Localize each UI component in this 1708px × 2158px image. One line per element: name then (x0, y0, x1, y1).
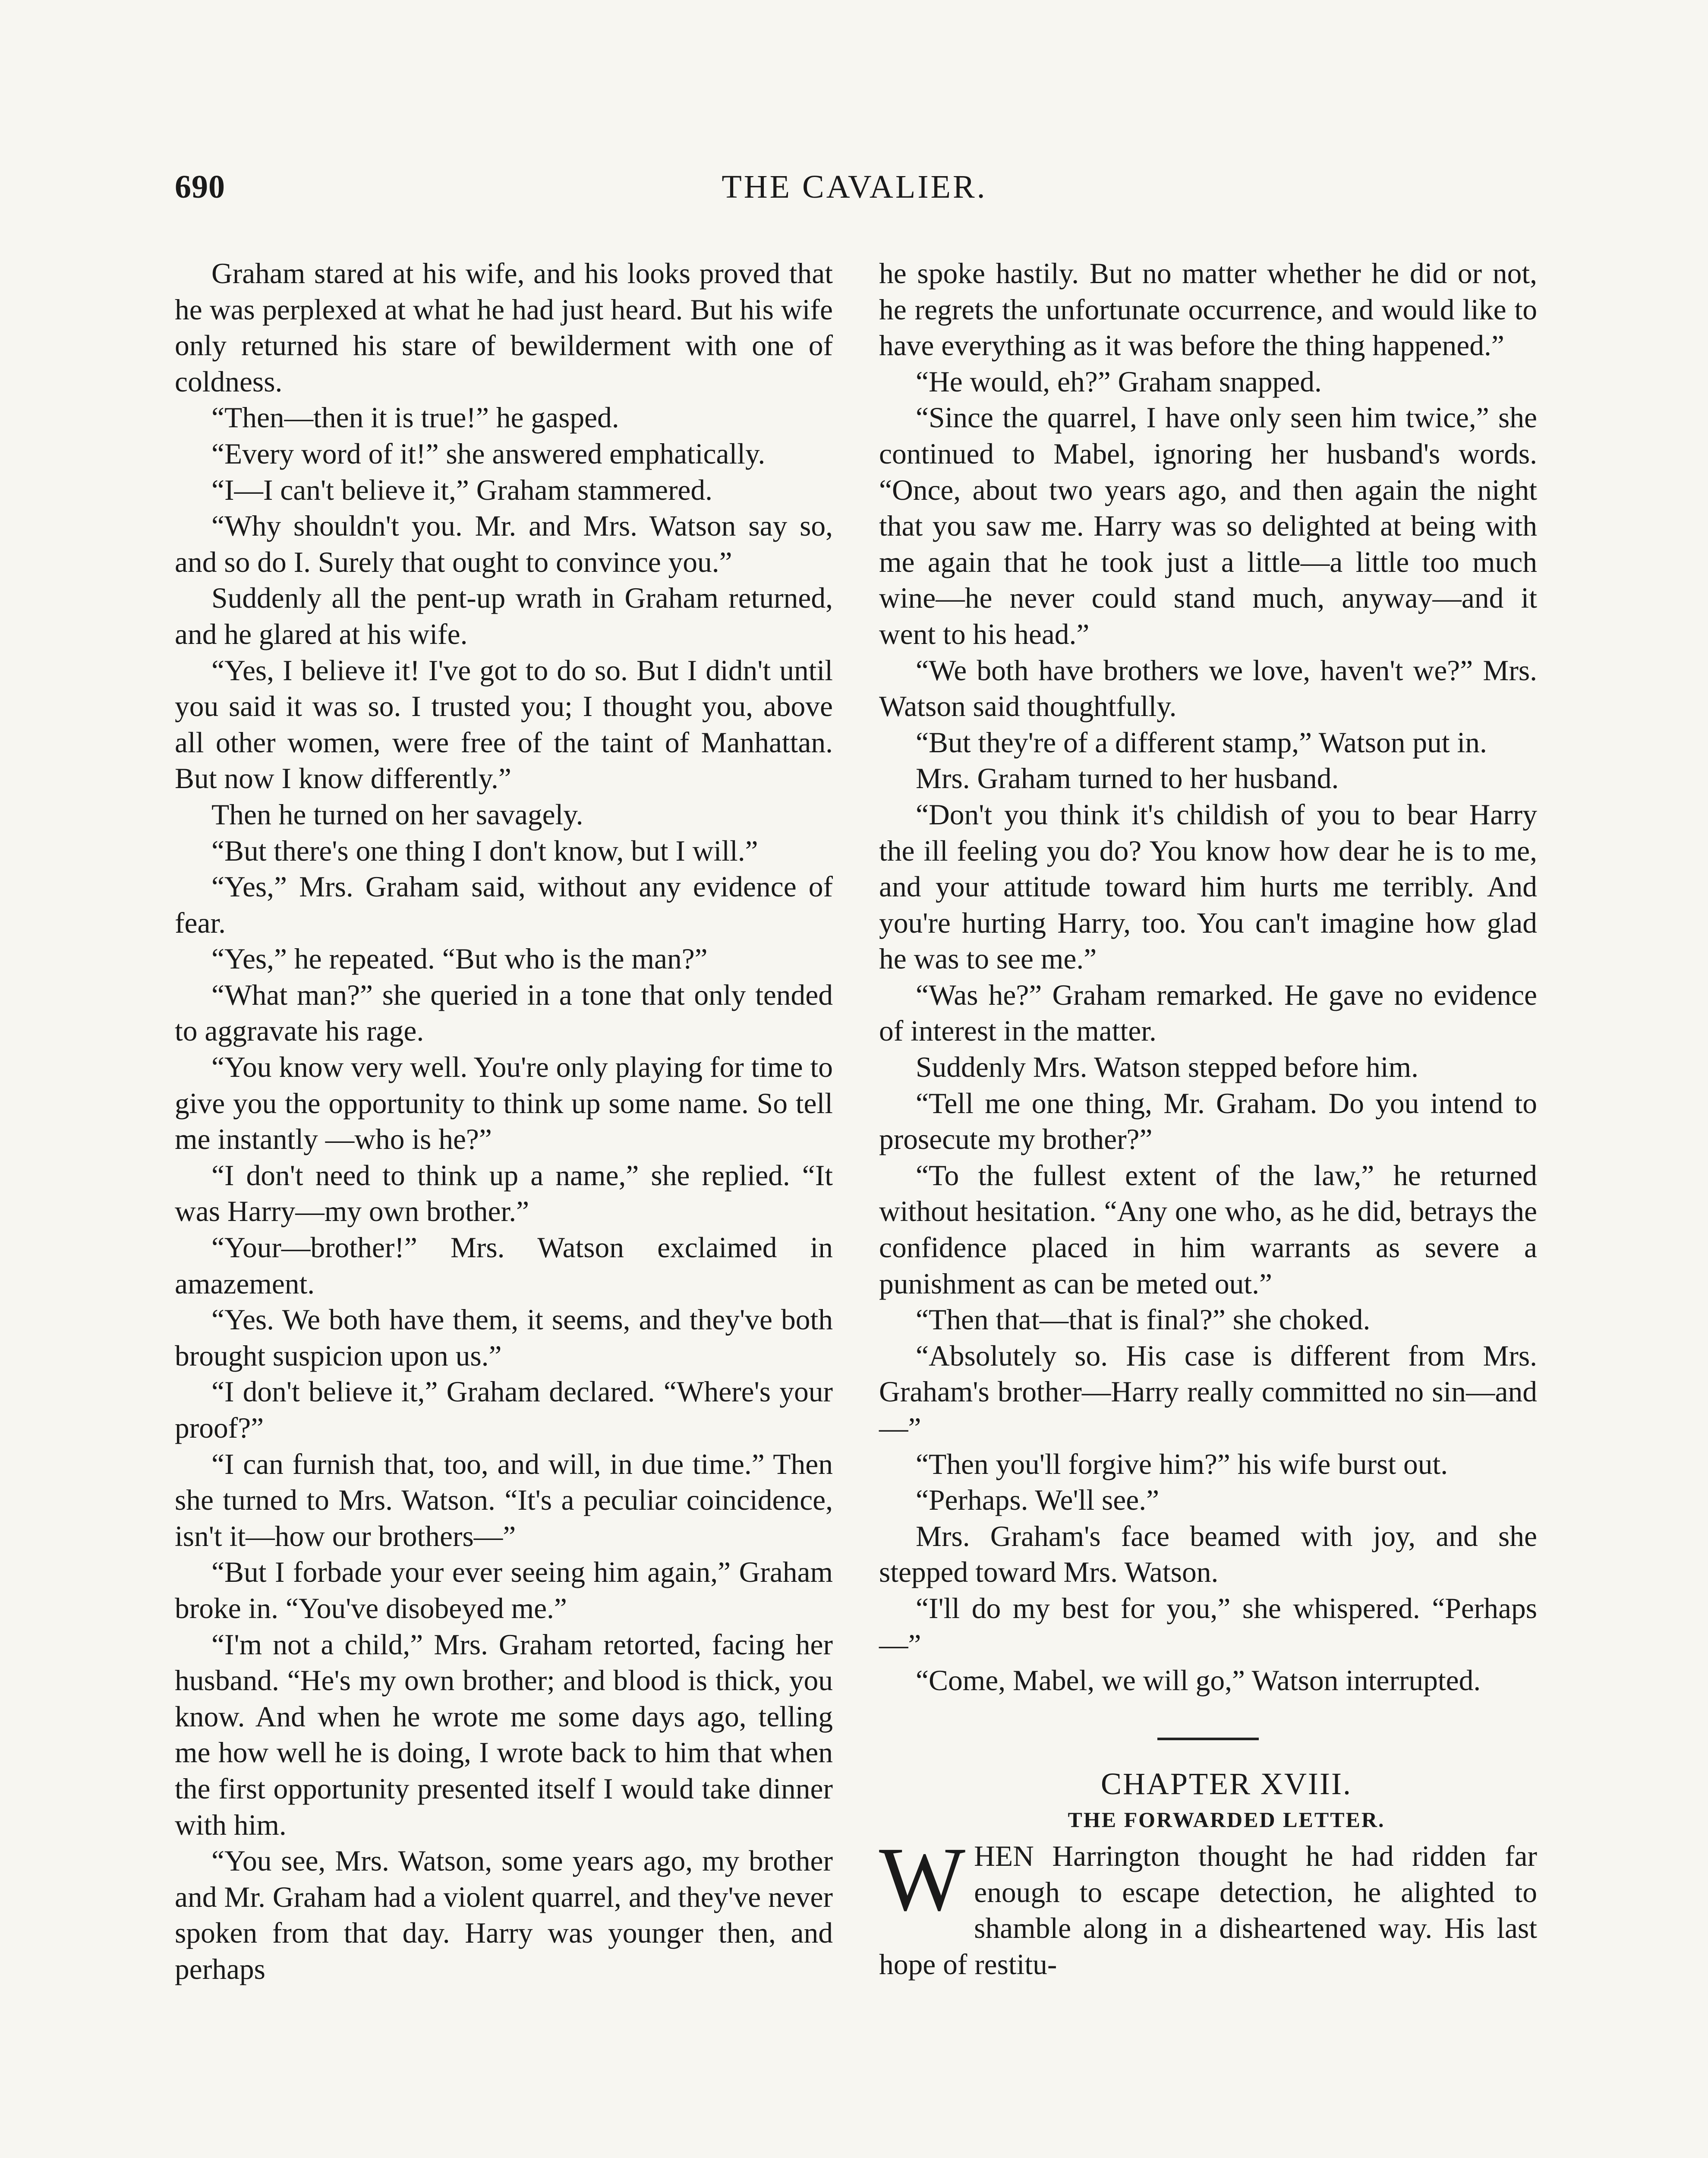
paragraph: “I can furnish that, too, and will, in due time.” Then she turned to Mrs. Watson. “It's a peculiar coincidence, isn't it—how our brothers—” (175, 1448, 833, 1552)
paragraph: “Yes. We both have them, it seems, and they've both brought suspicion upon us.” (175, 1303, 833, 1372)
page-header (175, 168, 1534, 216)
paragraph: “Your—brother!” Mrs. Watson exclaimed in amazement. (175, 1231, 833, 1300)
drop-cap: W (879, 1828, 966, 1930)
paragraph: he spoke hastily. But no matter whether he did or not, he regrets the unfortunate occurrence, and would like to have everything as it was before the thing happened.” (879, 257, 1537, 362)
paragraph: “Every word of it!” she answered emphatically. (211, 437, 766, 470)
paragraph: Graham stared at his wife, and his looks proved that he was perplexed at what he had just heard. But his wife only returned his stare of bewilderment with one of coldness. (175, 257, 833, 398)
paragraph: “To the fullest extent of the law,” he returned without hesitation. “Any one who, as he did, betrays the confidence placed in him warrants as severe a punishment as can be meted out.” (879, 1159, 1537, 1300)
paragraph: “We both have brothers we love, haven't we?” Mrs. Watson said thoughtfully. (879, 654, 1537, 723)
opening-text: HEN Harrington thought he had ridden far enough to escape detection, he alighted to shamble along in a disheartened way. His last hope of restitu- (879, 1839, 1537, 1981)
paragraph: Mrs. Graham turned to her husband. (916, 762, 1339, 795)
paragraph: “But I forbade your ever seeing him again,” Graham broke in. “You've disobeyed me.” (175, 1556, 833, 1625)
paragraph: Suddenly all the pent-up wrath in Graham returned, and he glared at his wife. (175, 582, 833, 650)
paragraph: “I'll do my best for you,” she whispered. “Perhaps—” (879, 1592, 1537, 1661)
paragraph: “He would, eh?” Graham snapped. (916, 365, 1322, 398)
paragraph: “Then that—that is final?” she choked. (916, 1303, 1371, 1336)
paragraph: “You know very well. You're only playing for time to give you the opportunity to think up some name. So tell me instantly —who is he?” (175, 1051, 833, 1156)
paragraph: “Tell me one thing, Mr. Graham. Do you intend to prosecute my brother?” (879, 1087, 1537, 1156)
chapter-subtitle: THE FORWARDED LETTER. (1068, 1808, 1385, 1832)
paragraph: Suddenly Mrs. Watson stepped before him. (916, 1051, 1419, 1084)
paragraph: “Was he?” Graham remarked. He gave no evidence of interest in the matter. (879, 978, 1537, 1047)
paragraph: “Don't you think it's childish of you to bear Harry the ill feeling you do? You know how dear he is to me, and your attitude toward him hurts me terribly. And you're hurting Harry, too. You can't imagine how glad he was to see me.” (879, 798, 1537, 975)
paragraph: “What man?” she queried in a tone that only tended to aggravate his rage. (175, 978, 833, 1047)
paragraph: “Come, Mabel, we will go,” Watson interrupted. (916, 1664, 1481, 1697)
paragraph: “Yes,” he repeated. “But who is the man?” (211, 943, 708, 975)
section-divider (1157, 1738, 1259, 1740)
paragraph: Then he turned on her savagely. (211, 798, 583, 831)
paragraph: “Why shouldn't you. Mr. and Mrs. Watson say so, and so do I. Surely that ought to convince you.” (175, 510, 833, 578)
paragraph: Mrs. Graham's face beamed with joy, and she stepped toward Mrs. Watson. (879, 1520, 1537, 1589)
chapter-opening-paragraph (879, 1828, 1537, 1982)
paragraph: “Since the quarrel, I have only seen him twice,” she continued to Mabel, ignoring her husband's words. “Once, about two years ago, and then again the night that you saw me. Harry was so delighted at being with me again that he took just a little—a little too much wine—he never could stand much, anyway—and it went to his head.” (879, 401, 1537, 650)
paragraph: “I'm not a child,” Mrs. Graham retorted, facing her husband. “He's my own brother; and blood is thick, you know. And when he wrote me some days ago, telling me how well he is doing, I wrote back to him that when the first opportunity presented itself I would take dinner with him. (175, 1628, 833, 1841)
chapter-title: CHAPTER XVIII. (1101, 1766, 1352, 1801)
paragraph: “Perhaps. We'll see.” (916, 1484, 1160, 1517)
paragraph: “Absolutely so. His case is different from Mrs. Graham's brother—Harry really committed no sin—and—” (879, 1339, 1537, 1444)
paragraph: “Yes,” Mrs. Graham said, without any evidence of fear. (175, 871, 833, 939)
paragraph: “But they're of a different stamp,” Watson put in. (916, 726, 1487, 759)
paragraph: “Then—then it is true!” he gasped. (211, 401, 619, 434)
paragraph: “Yes, I believe it! I've got to do so. But I didn't until you said it was so. I trusted you; I thought you, above all other women, were free of the taint of Manhattan. But now I know differently.” (175, 654, 833, 795)
paragraph: “Then you'll forgive him?” his wife burst out. (916, 1448, 1448, 1480)
page-number: 690 (175, 169, 225, 205)
paragraph: “You see, Mrs. Watson, some years ago, my brother and Mr. Graham had a violent quarrel, and they've never spoken from that day. Harry was younger then, and perhaps (175, 1845, 833, 1985)
left-column (175, 256, 833, 1988)
paragraph: “I—I can't believe it,” Graham stammered. (211, 473, 713, 506)
paragraph: “But there's one thing I don't know, but I will.” (211, 834, 758, 867)
right-column (879, 256, 1537, 1982)
running-title: THE CAVALIER. (722, 169, 987, 205)
paragraph: “I don't need to think up a name,” she replied. “It was Harry—my own brother.” (175, 1159, 833, 1228)
paragraph: “I don't believe it,” Graham declared. “Where's your proof?” (175, 1376, 833, 1444)
